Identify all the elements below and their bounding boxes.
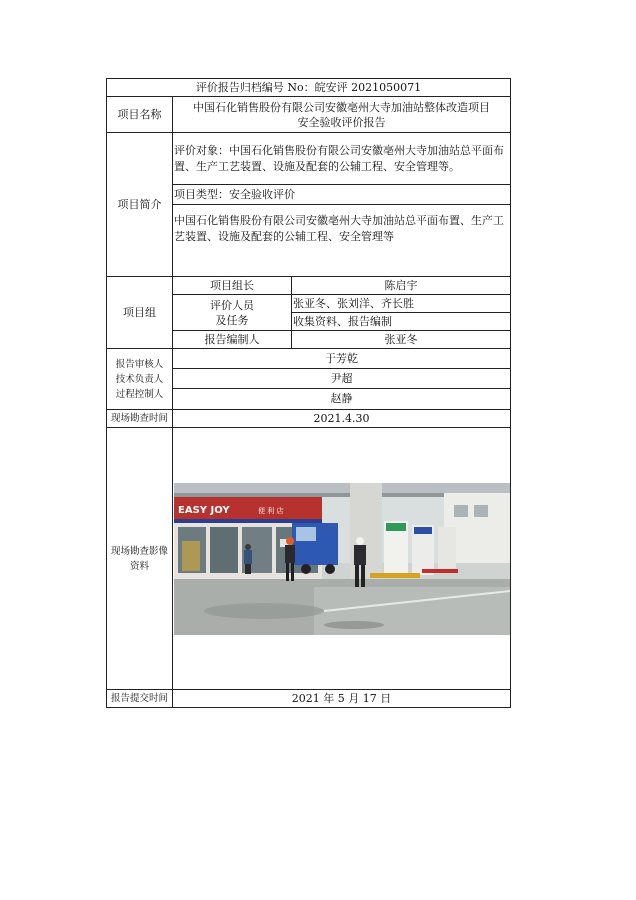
submission-time-value: 2021 年 5 月 17 日 <box>173 690 511 708</box>
reviewer-value: 于芳乾 <box>173 349 510 369</box>
project-type: 项目类型：安全验收评价 <box>173 185 511 205</box>
truck-wheel <box>301 564 311 574</box>
survey-time-value: 2021.4.30 <box>173 410 511 428</box>
team-leader-value: 陈启宇 <box>292 277 511 295</box>
compiler-label: 报告编制人 <box>173 331 292 349</box>
evaluation-object: 评价对象：中国石化销售股份有限公司安徽亳州大寺加油站总平面布置、生产工艺装置、设施及配套的公辅工程、安全管理等。 <box>173 133 511 185</box>
building-window <box>474 505 488 517</box>
evaluators-label-line2: 及任务 <box>215 313 249 327</box>
team-leader-label: 项目组长 <box>173 277 292 295</box>
truck-windshield <box>296 527 316 541</box>
store-sign-subtext: 便 利 店 <box>257 506 283 515</box>
store-sign-text: EASY JOY <box>177 504 230 516</box>
tech-lead-label: 技术负责人 <box>115 373 164 385</box>
tech-lead-value: 尹超 <box>173 369 510 389</box>
canopy-pillar <box>350 483 382 583</box>
survey-photo-cell <box>173 428 511 690</box>
evaluation-record-table <box>106 78 511 708</box>
project-scope: 中国石化销售股份有限公司安徽亳州大寺加油站总平面布置、生产工艺装置、设施及配套的公辅工程、安全管理等 <box>173 205 511 277</box>
evaluators-value: 张亚冬、张刘洋、齐长胜 <box>292 295 511 313</box>
review-roles-labels <box>107 349 173 410</box>
store-blue-strip <box>174 519 322 523</box>
survey-image-label-line1: 现场勘查影像 <box>110 545 168 557</box>
dispenser-panel <box>386 523 406 531</box>
process-controller-label: 过程控制人 <box>115 388 164 400</box>
project-name-label: 项目名称 <box>107 97 173 133</box>
gas-station-scene <box>174 483 510 635</box>
wet-patch <box>324 621 384 629</box>
project-name-value <box>173 97 511 133</box>
evaluator-tasks: 收集资料、报告编制 <box>292 313 511 331</box>
archive-number: 评价报告归档编号 No：皖安评 2021050071 <box>107 79 511 97</box>
gas-station-photo <box>174 483 510 635</box>
shelf-goods <box>182 541 200 571</box>
project-name-line2: 安全验收评价报告 <box>297 115 386 129</box>
process-controller-value: 赵静 <box>330 392 353 405</box>
project-intro-label: 项目简介 <box>107 133 173 277</box>
survey-image-label-line2: 资料 <box>129 560 149 572</box>
dispenser-panel <box>414 527 432 534</box>
submission-time-label: 报告提交时间 <box>107 690 173 708</box>
island-curb <box>370 573 420 578</box>
truck-wheel <box>325 564 335 574</box>
reviewer-label: 报告审核人 <box>115 358 164 370</box>
evaluators-label-line1: 评价人员 <box>210 298 254 312</box>
project-team-label: 项目组 <box>107 277 173 349</box>
store-window <box>210 527 238 573</box>
evaluators-label <box>173 295 292 331</box>
compiler-value: 张亚冬 <box>292 331 511 349</box>
review-roles-values <box>173 349 511 410</box>
survey-time-label: 现场勘查时间 <box>107 410 173 428</box>
building-window <box>454 505 468 517</box>
project-name-line1: 中国石化销售股份有限公司安徽亳州大寺加油站整体改造项目 <box>193 100 490 114</box>
wet-patch <box>204 603 324 619</box>
island-curb <box>422 569 458 573</box>
survey-image-label <box>107 428 173 690</box>
fuel-dispenser <box>438 527 456 573</box>
